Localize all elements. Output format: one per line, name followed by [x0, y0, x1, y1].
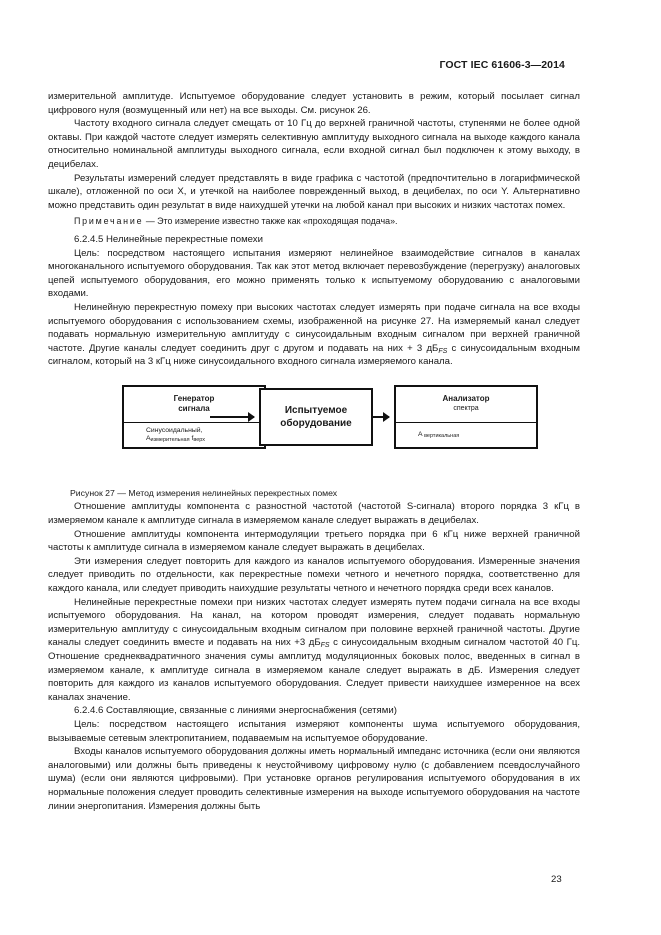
block-label: Анализатор	[442, 394, 490, 404]
paragraph: Цель: посредством настоящего испытания измеряют нелинейное взаимодействие сигналов в каналах многоканального испытуемого оборудования. Так как этот метод включает перевозбуждение (перегрузку) аналоговых цепей испытуемого оборудования, его можно применять только к испытуемому оборудованию с аналоговыми входами.	[48, 247, 580, 300]
figure-27-diagram	[48, 375, 580, 487]
body-text	[48, 90, 580, 813]
block-sublabel	[418, 431, 459, 440]
note	[48, 215, 580, 229]
note-text: — Это измерение известно также как «проходящая подача».	[143, 216, 398, 227]
document-header: ГОСТ IEC 61606-3—2014	[439, 59, 565, 71]
subscript: FS	[438, 347, 448, 355]
paragraph: Входы каналов испытуемого оборудования должны иметь нормальный импеданс источника (если они являются аналоговыми) или должны быть приведены к неустойчивому цифровому нулю (с добавлением псевдослучайного шума) (если они являются цифровыми). При установке органов регулирования испытуемого оборудования в их нормальные положения следует проводить селективные измерения на выходе испытуемого оборудования на частоте линии энергопитания. Измерения должны быть	[48, 746, 580, 812]
paragraph: Цель: посредством настоящего испытания измеряют компоненты шума испытуемого оборудования, вызываемые сетевым электропитанием, подаваемым на испытуемое оборудование.	[48, 718, 580, 744]
block-label: Испытуемое	[284, 404, 348, 416]
subscript: FS	[320, 642, 330, 650]
subscript: измерительная	[150, 436, 190, 443]
signal-generator-params	[124, 423, 264, 448]
amp-symbol: A	[418, 430, 423, 438]
subscript: вертикальная	[424, 432, 460, 439]
spectrum-analyzer-params	[396, 423, 536, 448]
paragraph	[48, 596, 580, 705]
arrow-connector	[210, 416, 254, 418]
page-number: 23	[551, 874, 562, 885]
note-label: Примечание	[74, 216, 144, 227]
amp-symbol: A	[146, 434, 151, 442]
figure-caption: Рисунок 27 — Метод измерения нелинейных перекрестных помех	[70, 487, 338, 498]
block-label: сигнала	[178, 404, 210, 414]
block-label: Генератор	[173, 394, 215, 404]
paragraph-text: Нелинейные перекрестные помехи при низких частотах следует измерять путем подачи сигнала на все входы испытуемого оборудования. На канал, на котором проводят измерения, следует подавать нормальную измерительную амплитуду с синусоидальным входным сигналом при половине верхней граничной частоты. Другие каналы следует соединить вместе и подавать на них +3 дБ	[48, 596, 580, 649]
block-sublabel	[146, 435, 205, 444]
equipment-under-test-label	[261, 390, 371, 444]
block-sublabel: Синусоидальный,	[146, 426, 203, 434]
freq-symbol: f	[189, 434, 194, 442]
spectrum-analyzer-title	[396, 387, 536, 423]
paragraph: Эти измерения следует повторить для каждого из каналов испытуемого оборудования. Измеренные значения следует приводить по отдельности, как перекрестные помехи четного и нечетного порядка, соответственно для каждого канала, или следует приводить наихудшие результаты четного и нечетного порядка среди всех каналов.	[48, 555, 580, 595]
section-heading: 6.2.4.6 Составляющие, связанные с линиями энергоснабжения (сетями)	[74, 705, 397, 717]
paragraph-text: Нелинейную перекрестную помеху при высоких частотах следует измерять при подаче сигнала на все входы испытуемого оборудования с использованием схемы, изображенной на рисунке 27. На измеряемый канал следует подавать нормальную измерительную амплитуду с синусоидальным входным сигналом при верхней граничной частоте. Другие каналы следует соединить друг с другом и подавать на них + 3 дБ	[48, 301, 580, 354]
equipment-under-test-block	[259, 388, 373, 446]
subscript: верх	[193, 436, 206, 443]
paragraph: измерительной амплитуде. Испытуемое оборудование следует установить в режим, который посылает сигнал цифрового нуля (возмущенный или нет) на все выходы. См. рисунок 26.	[48, 91, 580, 116]
spectrum-analyzer-block	[394, 385, 538, 449]
paragraph: Отношение амплитуды компонента с разностной частотой (частотой S-сигнала) второго порядка 3 кГц в измеряемом канале к амплитуде сигнала в измеряемом канале следует выражать в децибелах.	[48, 501, 580, 527]
paragraph-text: с синусоидальным входным сигналом, который на 3 кГц ниже синусоидального входного сигнала измеряемого канала.	[48, 342, 580, 368]
paragraph	[48, 301, 580, 369]
paragraph-text: с синусоидальным входным сигналом частотой 40 Гц. Отношение среднеквадратичного значения сумы амплитуд модуляционных боковых полос, введенных в сигнал в измеряемом канале, к амплитуде сигнала в измеряемом канале следует выражать в дБ. Измерения следует повторить для каждого из каналов испытуемого оборудования. Следует привести наихудшее измеренное на всех каналах значение.	[48, 637, 580, 703]
paragraph: Отношение амплитуды компонента интермодуляции третьего порядка при 6 кГц ниже верхней граничной частоты к амплитуде сигнала в измеряемом канале следует выражать в децибелах.	[48, 528, 580, 554]
block-label: спектра	[453, 405, 479, 413]
block-label: оборудование	[280, 417, 352, 429]
paragraph: Частоту входного сигнала следует смещать от 10 Гц до верхней граничной частоты, ступенями не более одной октавы. При каждой частоте следует измерять селективную амплитуду выходного сигнала на выходе каждого канала относительно номинальной амплитуды выходного сигнала, если входной сигнал был подключен к этому выходу, в децибелах.	[48, 118, 580, 170]
paragraph: Результаты измерений следует представлять в виде графика с частотой (предпочтительно в логарифмической шкале), отложенной по оси X, и утечкой на наиболее поврежденный выход, в децибелах, по оси Y. Альтернативно можно представить один результат в виде наихудшей утечки на любой канал при высоких и низких частотах помех.	[48, 172, 580, 211]
section-heading: 6.2.4.5 Нелинейные перекрестные помехи	[74, 233, 263, 245]
arrow-connector	[373, 416, 389, 418]
